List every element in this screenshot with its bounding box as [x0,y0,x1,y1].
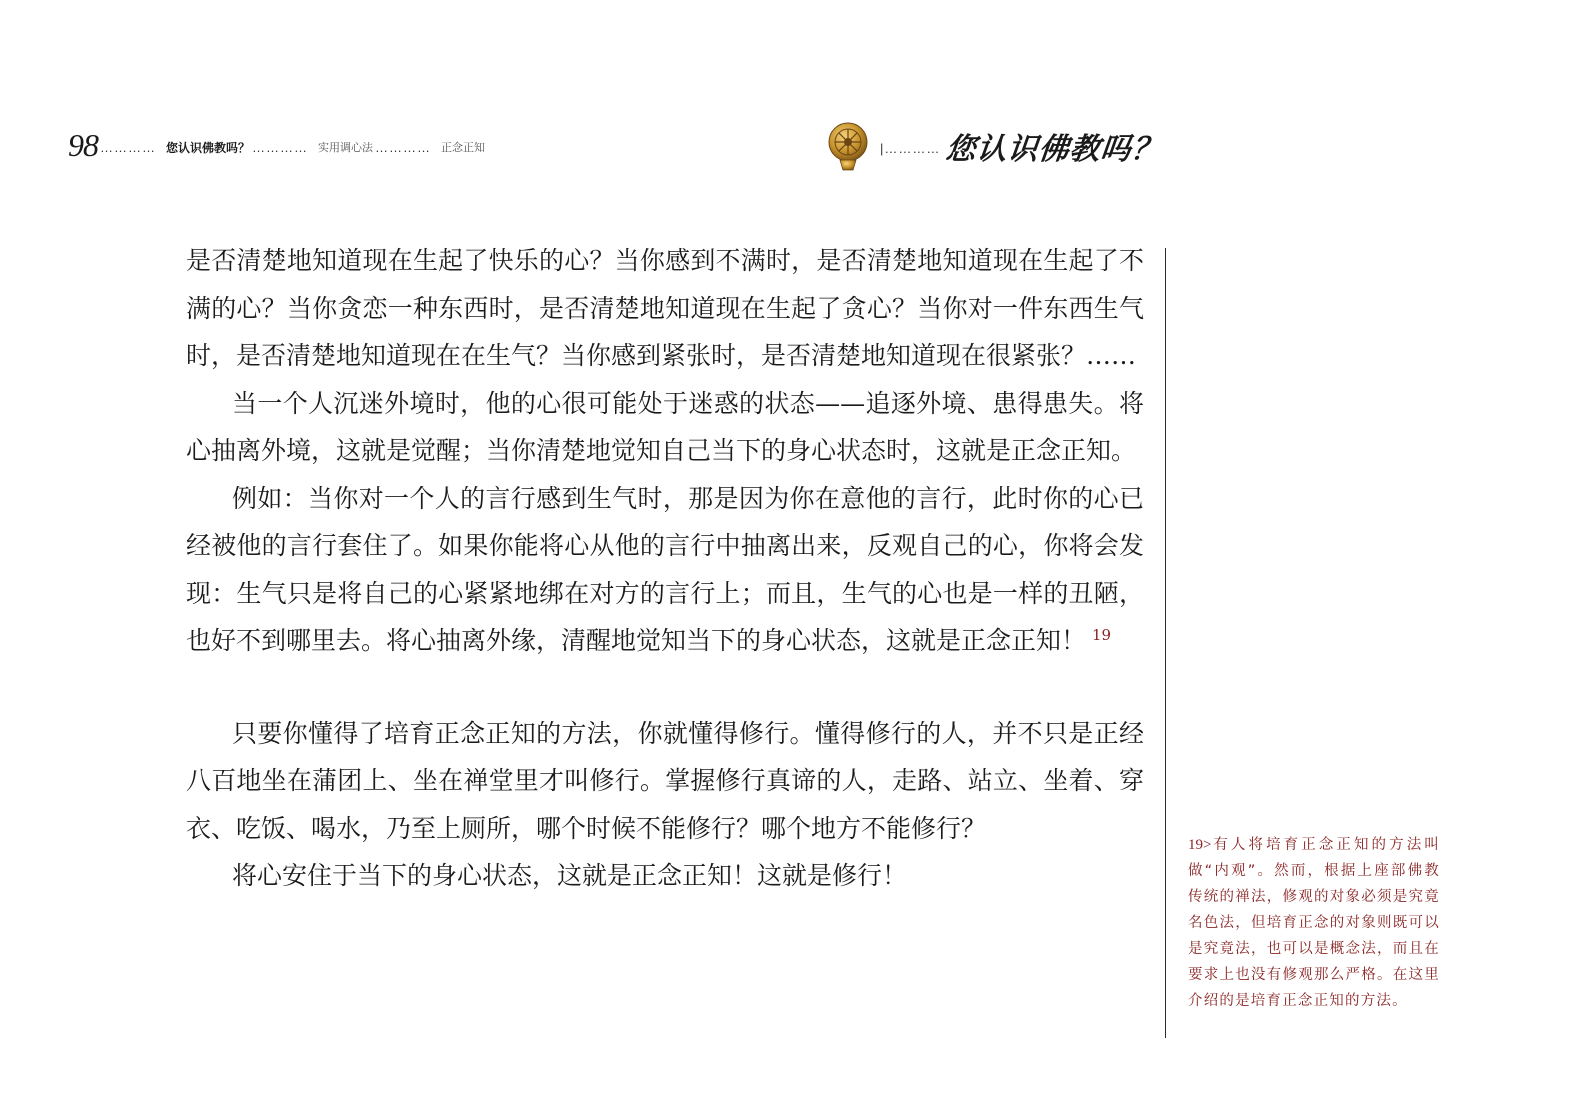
paragraph: 只要你懂得了培育正念正知的方法，你就懂得修行。懂得修行的人，并不只是正经八百地坐在蒲团上、坐在禅堂里才叫修行。掌握修行真谛的人，走路、站立、坐着、穿衣、吃饭、喝水，乃至上厕所，哪个时候不能修行？哪个地方不能修行？ [186,718,1144,843]
header-section: 正念正知 [441,141,486,154]
paragraph: 当一个人沉迷外境时，他的心很可能处于迷惑的状态——追逐外境、患得患失。将心抽离外境，这就是觉醒；当你清楚地觉知自己当下的身心状态时，这就是正念正知。 [186,388,1144,465]
book-title-calligraphy: 您认识佛教吗？ [944,132,1165,167]
header-brand [826,120,1163,172]
paragraph: 将心安住于当下的身心状态，这就是正念正知！这就是修行！ [232,861,908,890]
header-dots: ………… [252,139,309,155]
header-right-separator: |………… [880,140,941,156]
side-footnote [1188,832,1440,1014]
column-divider [1165,248,1166,1038]
paragraph: 例如：当你对一个人的言行感到生气时，那是因为你在意他的言行，此时你的心已经被他的言行套住了。如果你能将心从他的言行中抽离出来，反观自己的心，你将会发现：生气只是将自己的心紧紧地绑在对方的言行上；而且，生气的心也是一样的丑陋，也好不到哪里去。将心抽离外缘，清醒地觉知当下的身心状态，这就是正念正知！ $^{19}$ [186,483,1144,655]
footnote-reference[interactable]: 19 [1092,625,1112,644]
page-number: 98 [68,126,98,163]
dharma-wheel-icon [826,120,870,172]
main-text-column [186,237,1144,900]
header-book-title: 您认识佛教吗？ [166,140,251,155]
footnote-number: 19> [1188,837,1212,853]
header-chapter: 实用调心法 [318,141,374,154]
header-dots: ………… [100,139,156,155]
footnote-text: 有人将培育正念正知的方法叫做“内观”。然而，根据上座部佛教传统的禅法，修观的对象必须是究竟名色法，但培育正念的对象则既可以是究竟法，也可以是概念法，而且在要求上也没有修观那么严格。在这里介绍的是培育正念正知的方法。 [1188,837,1440,1009]
page-header [68,124,485,166]
paragraph: 是否清楚地知道现在生起了快乐的心？当你感到不满时，是否清楚地知道现在生起了不满的心？当你贪恋一种东西时，是否清楚地知道现在生起了贪心？当你对一件东西生气时，是否清楚地知道现在在生气？当你感到紧张时，是否清楚地知道现在很紧张？…… [186,246,1144,370]
header-dots: ………… [375,139,432,155]
